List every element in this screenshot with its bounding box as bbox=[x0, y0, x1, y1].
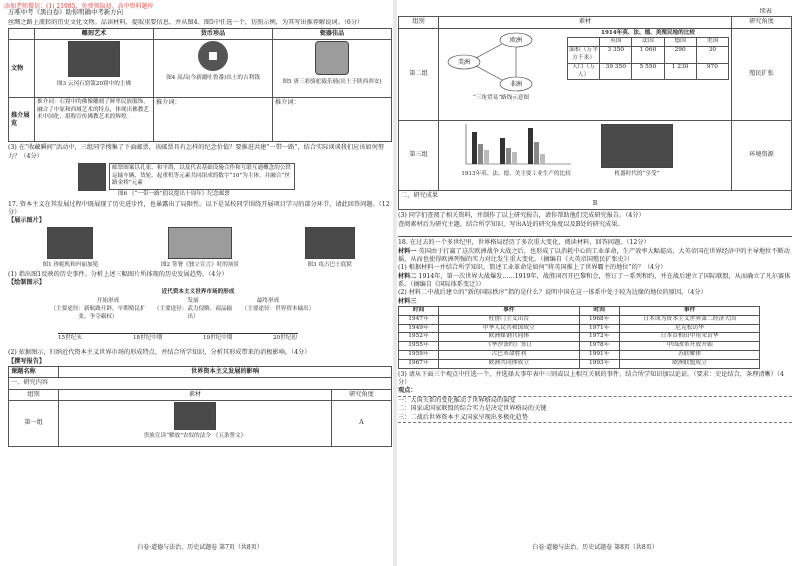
colony-pop-us: 970 bbox=[696, 63, 728, 80]
q16-2-intro: 丝绸之路上流转的历史文化文物。品读材料，提取重要信息，并从图4、图5中任选一个，仿照示例，为其写出推荐解说词。（6分） bbox=[8, 18, 364, 26]
colony-pop-fr: 5 550 bbox=[632, 63, 664, 80]
pic-caption-3: 图3 攻占巴士底狱 bbox=[307, 262, 352, 269]
colony-head-1: 英国 bbox=[600, 38, 632, 47]
q17-intro: 17. 资本主义在其发展过程中既展现了历史进步性，也暴露出了局限性。以下是某校同学围绕开展项目学习的部分环节，请此回答问题。（12分） bbox=[8, 200, 390, 216]
flow-stage-1: 开始形成 bbox=[96, 298, 120, 305]
node-europe: 欧洲 bbox=[509, 36, 523, 44]
material-2-title: 材料二 bbox=[398, 272, 417, 280]
conclusion-label: 二、研究成果 bbox=[401, 191, 439, 199]
flow-title: 近代资本主义世界市场的形成 bbox=[161, 289, 235, 296]
camel-image bbox=[315, 41, 349, 75]
group-1-label: 第一组 bbox=[9, 401, 59, 447]
conclusion-mark: B bbox=[592, 200, 598, 208]
table-row: 1949年 中华人民共和国成立 1971年 尼克松访华 bbox=[399, 324, 760, 333]
bar-4 bbox=[500, 138, 505, 164]
group1-caption: 贵族宣读“解放”农奴的法令 《五条誓文》 bbox=[143, 433, 247, 440]
page-spine bbox=[393, 0, 397, 566]
relic-table bbox=[8, 28, 392, 142]
group1-angle: A bbox=[332, 401, 392, 447]
q17-1: (1) 指出图1反映的历史事件。分析上述三幅图片所体现的历史发展趋势。（4分） bbox=[8, 270, 228, 278]
cont-col-angle: 研究角度 bbox=[732, 17, 792, 28]
report-section-1: 一、研究内容 bbox=[9, 378, 392, 389]
colony-area-de: 290 bbox=[664, 47, 696, 64]
flow-sub-2: （主要途径：武力侵略、商品输出） bbox=[153, 306, 233, 320]
timeline-tick-1: 15世纪末 bbox=[58, 335, 82, 342]
flow-sub-3: （主要途径：世界资本输出） bbox=[241, 306, 315, 313]
bar-2 bbox=[478, 144, 483, 164]
history-pic-3 bbox=[305, 227, 355, 259]
views-title: 观点： bbox=[398, 387, 417, 395]
report-col-group: 组别 bbox=[9, 389, 59, 400]
report-table bbox=[8, 366, 392, 447]
left-page bbox=[8, 8, 392, 556]
q18-3: (3) 请从下面三个观点中任选一个，并选择大事年表中三则或以上相互关联的事件，结合所学知识加以论证。（要求：史论结合，条理清晰）（4分） bbox=[398, 370, 784, 387]
fig5-promo-blank: 推介词： bbox=[273, 98, 392, 142]
cont-col-group: 组别 bbox=[399, 17, 439, 28]
fig4-promo-blank: 推介词： bbox=[154, 98, 273, 142]
events-col-event2: 事件 bbox=[619, 307, 760, 316]
node-america: 美洲 bbox=[457, 58, 471, 66]
q17-2: (2) 依据图示，归纳近代资本主义世界市场的形成特点，并结合所学知识，分析其形成带来的消极影响。（4分） bbox=[8, 349, 311, 357]
cont-col-material: 素材 bbox=[439, 17, 732, 28]
events-col-time1: 时间 bbox=[399, 307, 439, 316]
timeline-axis bbox=[58, 333, 298, 334]
group-2-label: 第二组 bbox=[399, 28, 439, 120]
colony-head-4: 美国 bbox=[696, 38, 728, 47]
industry-bar-chart bbox=[456, 122, 576, 168]
colony-area-label: 面积（万平方千米） bbox=[568, 47, 600, 64]
view-3: 三：二战后世界资本主义国家呈现出多极化趋势 bbox=[398, 413, 528, 421]
fig6-caption: 图6 《“一带一路”倡议提出十周年》纪念邮票 bbox=[118, 191, 230, 198]
table-row: 1955年 《华沙条约》签订 1978年 中国改革开放开始 bbox=[399, 342, 760, 351]
material-3-title: 材料三 bbox=[398, 297, 417, 305]
q16-3: (3) 在“收藏瞬间”活动中，三组同学搜集了下面邮票，该邮票具有怎样的纪念价值？要推进共建“一带一路”，结合实际谈谈我们应该如何努力？（4分） bbox=[8, 144, 385, 160]
events-table bbox=[398, 306, 760, 369]
material-2: 1914年，第一次世界大战爆发……1919年，战胜国召开巴黎和会，签订了一系列和约，并在战后建立了国际联盟，从而确立了凡尔赛体系。（摘编自《国际体系变迁》） bbox=[398, 272, 791, 288]
events-col-event1: 事件 bbox=[439, 307, 580, 316]
colony-head-3: 德国 bbox=[664, 38, 696, 47]
fig3-caption: 图3 云冈石窟第20窟中的主佛 bbox=[57, 80, 131, 87]
colony-table bbox=[567, 37, 729, 80]
machine-age-image bbox=[601, 124, 673, 168]
fig5-caption: 图5 唐三彩骆驼载乐俑(出土于陕西西安) bbox=[282, 78, 382, 85]
colony-pop-label: 人口（万人） bbox=[568, 63, 600, 80]
continued-label: 续表 bbox=[759, 8, 772, 15]
bar-7 bbox=[528, 128, 533, 164]
material-1: 英国由于打赢了这次欧洲战争大战之后，也形成了以消耗中心的工业革命，生产效率大幅提高，大英帝国在世界经济中的主导地位不断动摇，从而也使得欧洲列强的实力对比发生重大变化。（摘编自《大英帝国殖民扩张史》） bbox=[398, 247, 790, 263]
fig3-promo: 推介词：石窟中的佛像雕刻了鲜卑民族服饰，融合了中原和西域艺术的特点，体现出佛教艺术中国化，堪称宣传佛教艺术的辉煌。 bbox=[35, 98, 154, 142]
draw-diagram-title: 【绘制图示】 bbox=[8, 278, 46, 286]
stamp-image bbox=[78, 163, 106, 191]
group1-image bbox=[174, 402, 216, 430]
row-label-promo: 推介展览 bbox=[9, 98, 35, 142]
right-page bbox=[398, 8, 792, 556]
colony-pop-uk: 39 350 bbox=[600, 63, 632, 80]
triangle-trade-diagram bbox=[446, 30, 556, 92]
write-report-title: 【撰写报告】 bbox=[8, 357, 46, 365]
report-col-material: 素材 bbox=[59, 389, 332, 400]
history-pic-2 bbox=[168, 227, 232, 259]
colony-area-fr: 1 060 bbox=[632, 47, 664, 64]
view-2: 二：国家或国家联盟的综合实力是决定世界格局的关键 bbox=[398, 405, 547, 413]
report-table-continued bbox=[398, 16, 792, 210]
bar-1 bbox=[472, 132, 477, 164]
bar-6 bbox=[512, 152, 517, 164]
q18-1: (1) 根据材料一并结合所学知识，简述工业革命是如何“将英国推上了世界霸主的地位”的？（4分） bbox=[398, 264, 667, 272]
history-pic-1 bbox=[47, 227, 93, 259]
stamp-description: 邮票图案以孔雀、和平鸽，以及代表基础设施合作和互联互通概念的公铁运输车辆、货轮、起重机等元素共同组成的数字“10”为主体，并融合“丝路金桥”元素 bbox=[109, 163, 295, 190]
colony-area-uk: 3 350 bbox=[600, 47, 632, 64]
colony-pop-de: 1 230 bbox=[664, 63, 696, 80]
colony-table-title: 1914年英、法、德、美殖民地的比较 bbox=[601, 29, 695, 36]
market-flow-diagram bbox=[38, 289, 392, 347]
machine-caption: 机器时代的“享受” bbox=[614, 171, 660, 178]
col-carving: 雕刻艺术 bbox=[35, 29, 154, 40]
report-topic: 世界资本主义发展的影响 bbox=[59, 367, 392, 378]
bar-5 bbox=[506, 148, 511, 164]
chart-caption: 1913年英、法、德、美主要工业生产的比较 bbox=[461, 171, 571, 178]
table-row: 1952年 欧洲煤钢共同体 1972年 日本首相田中角荣访华 bbox=[399, 333, 760, 342]
col-porcelain: 瓷器佳品 bbox=[273, 29, 392, 40]
coin-image bbox=[198, 41, 228, 71]
answer-line-1[interactable] bbox=[398, 229, 792, 237]
timeline-tick-4: 20世纪初 bbox=[273, 335, 297, 342]
left-footer: 白卷·道德与法治、历史试题卷 第7页（共8页） bbox=[137, 543, 263, 551]
col-coin: 货币珍品 bbox=[154, 29, 273, 40]
q17-3-text: 查阅素材后为研究主题，结合所学知识，写出A处的研究角度以及B处的研究成果。 bbox=[398, 220, 624, 228]
right-footer: 白卷·道德与法治、历史试题卷 第8页（共8页） bbox=[532, 543, 658, 551]
page-header: 万唯中考《黑白卷》助你明确中考新方向 bbox=[8, 8, 124, 16]
report-col-angle: 研究角度 bbox=[332, 389, 392, 400]
colony-head-0 bbox=[568, 38, 600, 47]
bar-8 bbox=[534, 142, 539, 164]
flow-stage-3: 最终形成 bbox=[256, 298, 280, 305]
node-africa: 非洲 bbox=[509, 80, 523, 88]
table-row: 1967年 欧洲共同体成立 1993年 欧洲联盟成立 bbox=[399, 359, 760, 368]
flow-stage-2: 发展 bbox=[187, 298, 199, 305]
q18-intro: 18. 在过去的一个多世纪里，世界格局经历了多次重大变化，阅读材料，回答问题。（12分） bbox=[398, 239, 650, 247]
row-label-relic: 文物 bbox=[9, 40, 35, 98]
pic-caption-1: 图1 珍妮机和玛丽加冕 bbox=[42, 262, 99, 269]
q18-2: (2) 材料二中战后建立的“新的国际秩序”指的是什么？说明中国在这一体系中处于较为边缘的地位的原因。（4分） bbox=[398, 289, 707, 297]
fig4-caption: 图4 高昌(今新疆吐鲁番)出土的吉利钱 bbox=[166, 74, 260, 81]
table-row: 1959年 古巴革命胜利 1991年 苏联解体 bbox=[399, 351, 760, 360]
group-3-label: 第三组 bbox=[399, 120, 439, 190]
colony-area-us: 30 bbox=[696, 47, 728, 64]
timeline-tick-3: 19世纪中期 bbox=[203, 335, 233, 342]
watermark: 添加老师微信：(1) 21985，免费领取初、高中资料题库 bbox=[4, 3, 154, 10]
events-col-time2: 时间 bbox=[579, 307, 619, 316]
group3-angle: 环境资源 bbox=[732, 120, 792, 190]
table-row: 1947年 杜鲁门主义出台 1968年 日本成为资本主义世界第二经济大国 bbox=[399, 315, 760, 324]
q17-3: (3) 同学们查阅了相关资料，并制作了以上研究报告，请你帮助他们完成研究报告。（4分） bbox=[398, 212, 645, 220]
buddha-image bbox=[68, 41, 120, 77]
view-1: 一：大国关系的变化推动了世界格局的演变 bbox=[398, 396, 516, 404]
material-1-title: 材料一 bbox=[398, 247, 417, 255]
group2-angle: 殖民扩张 bbox=[732, 28, 792, 120]
pic-caption-2: 图2 签署《独立宣言》时的场景 bbox=[160, 262, 240, 269]
timeline-tick-2: 18世纪中期 bbox=[133, 335, 163, 342]
bar-9 bbox=[540, 154, 545, 164]
show-pictures-title: 【展示图片】 bbox=[8, 217, 46, 225]
report-topic-label: 课题名称 bbox=[9, 367, 59, 378]
triangle-caption: “三角贸易”路线示意图 bbox=[472, 95, 530, 102]
colony-head-2: 法国 bbox=[632, 38, 664, 47]
flow-sub-1: （主要途径：新航路开辟，早期殖民扩张、争夺霸权） bbox=[50, 306, 146, 320]
bar-3 bbox=[484, 150, 489, 164]
